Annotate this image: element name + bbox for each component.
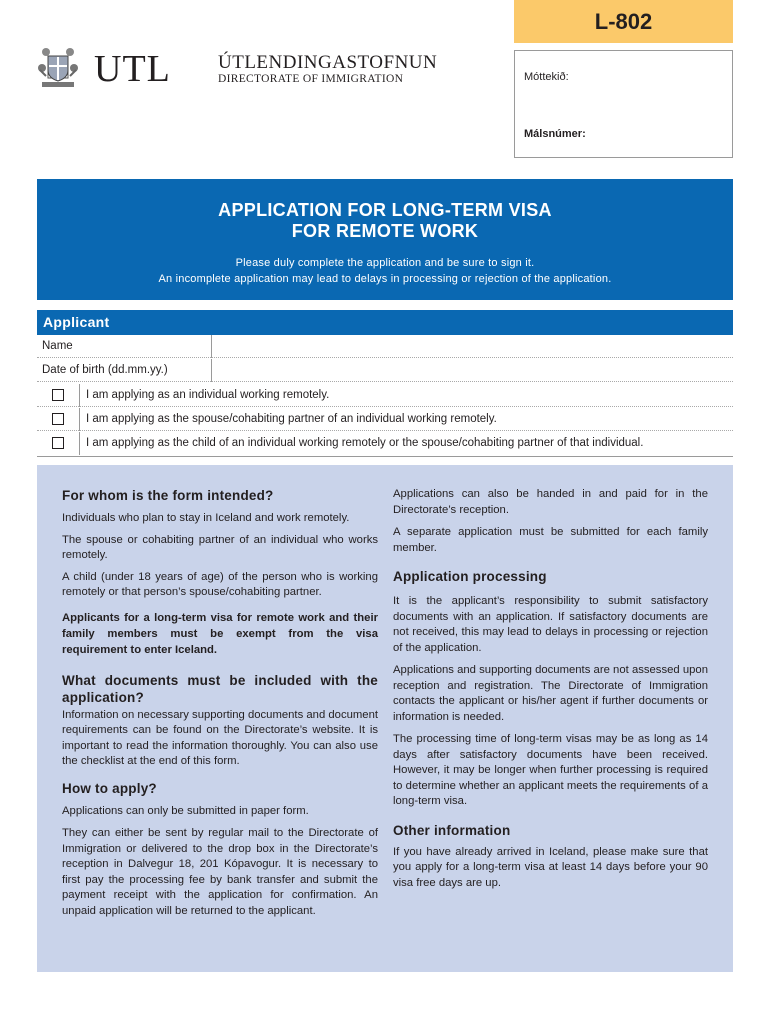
applicant-section-heading: Applicant	[37, 310, 733, 335]
dob-field[interactable]	[211, 359, 732, 382]
agency-name: ÚTLENDINGASTOFNUN	[218, 52, 438, 73]
checkbox-child[interactable]	[52, 437, 64, 449]
dob-row	[37, 359, 733, 382]
processing-text-3: The processing time of long-term visas may be as long as 14 days after satisfactory documents have been received. However, it may be longer when further processing is required to determine whether an applicant meets the requirements of a long-term visa.	[393, 733, 708, 807]
processing-text-1: It is the applicant’s responsibility to submit satisfactory documents with an application. If satisfactory documents are not received, this may lead to delays in processing or rejection of the application.	[393, 595, 708, 654]
form-title-line-1: APPLICATION FOR LONG-TERM VISA	[218, 200, 552, 220]
name-field[interactable]	[211, 335, 732, 358]
processing-heading: Application processing	[393, 569, 547, 584]
form-code: L-802	[514, 0, 733, 43]
case-number-label: Málsnúmer:	[524, 128, 586, 140]
logo-text: UTL	[94, 48, 171, 90]
left-column	[62, 487, 378, 919]
instruction-line-2: An incomplete application may lead to delays in processing or rejection of the application.	[158, 273, 612, 285]
processing-text-2: Applications and supporting documents are not assessed upon reception and registration. The Directorate of Immigration contacts the applicant or his/her agent if further documents or information is needed.	[393, 664, 708, 723]
coat-of-arms-icon	[36, 46, 80, 90]
for-whom-heading: For whom is the form intended?	[62, 488, 274, 503]
instruction-line-1: Please duly complete the application and be sure to sign it.	[235, 257, 535, 269]
how-to-apply-heading: How to apply?	[62, 780, 157, 796]
table-divider	[37, 456, 733, 457]
office-use-box	[514, 50, 733, 158]
checkbox-spouse[interactable]	[52, 413, 64, 425]
reception-text: Applications can also be handed in and paid for in the Directorate’s reception.	[393, 488, 708, 516]
option-row-child	[37, 432, 733, 455]
form-title-line-2: FOR REMOTE WORK	[291, 221, 479, 241]
option-row-spouse	[37, 408, 733, 431]
documents-heading: What documents must be included with the application?	[62, 672, 378, 705]
for-whom-text-3: A child (under 18 years of age) of the person who is working remotely or that person’s spouse/cohabiting partner.	[62, 570, 378, 598]
name-row	[37, 335, 733, 358]
how-to-apply-text-2: They can either be sent by regular mail to the Directorate of Immigration or delivered to the drop box in the Directorate’s reception in Dalvegur 18, 201 Kópavogur. It is necessary to first pay the processing fee by bank transfer and submit the payment receipt with the application for confirmation. An unpaid application will be returned to the applicant.	[62, 827, 378, 917]
dob-label: Date of birth (dd.mm.yy.)	[42, 364, 168, 376]
other-information-heading: Other information	[393, 822, 511, 838]
visa-exemption-note: Applicants for a long-term visa for remote work and their family members must be exempt from the visa requirement to enter Iceland.	[62, 611, 378, 656]
for-whom-text-1: Individuals who plan to stay in Iceland and work remotely.	[62, 512, 350, 524]
how-to-apply-text-1: Applications can only be submitted in paper form.	[62, 804, 309, 817]
right-column	[393, 487, 708, 891]
option-row-individual	[37, 384, 733, 407]
received-label: Móttekið:	[524, 71, 569, 83]
documents-text: Information on necessary supporting documents and document requirements can be found on the Directorate’s website. It is important to read the information thoroughly. You can also use the checklist at the end of this form.	[62, 708, 378, 767]
other-information-text: If you have already arrived in Iceland, please make sure that you apply for a long-term visa at least 14 days before your 90 visa free days are up.	[393, 845, 708, 889]
name-label: Name	[42, 340, 73, 352]
option-spouse-label: I am applying as the spouse/cohabiting partner of an individual working remotely.	[86, 413, 497, 425]
title-banner	[37, 179, 733, 300]
agency-name-english: DIRECTORATE OF IMMIGRATION	[218, 73, 404, 85]
option-individual-label: I am applying as an individual working remotely.	[86, 389, 330, 401]
for-whom-text-2: The spouse or cohabiting partner of an individual who works remotely.	[62, 533, 378, 561]
separate-application-text: A separate application must be submitted for each family member.	[393, 526, 708, 554]
checkbox-individual[interactable]	[52, 389, 64, 401]
option-child-label: I am applying as the child of an individual working remotely or the spouse/cohabiting partner of that individual.	[86, 437, 644, 449]
